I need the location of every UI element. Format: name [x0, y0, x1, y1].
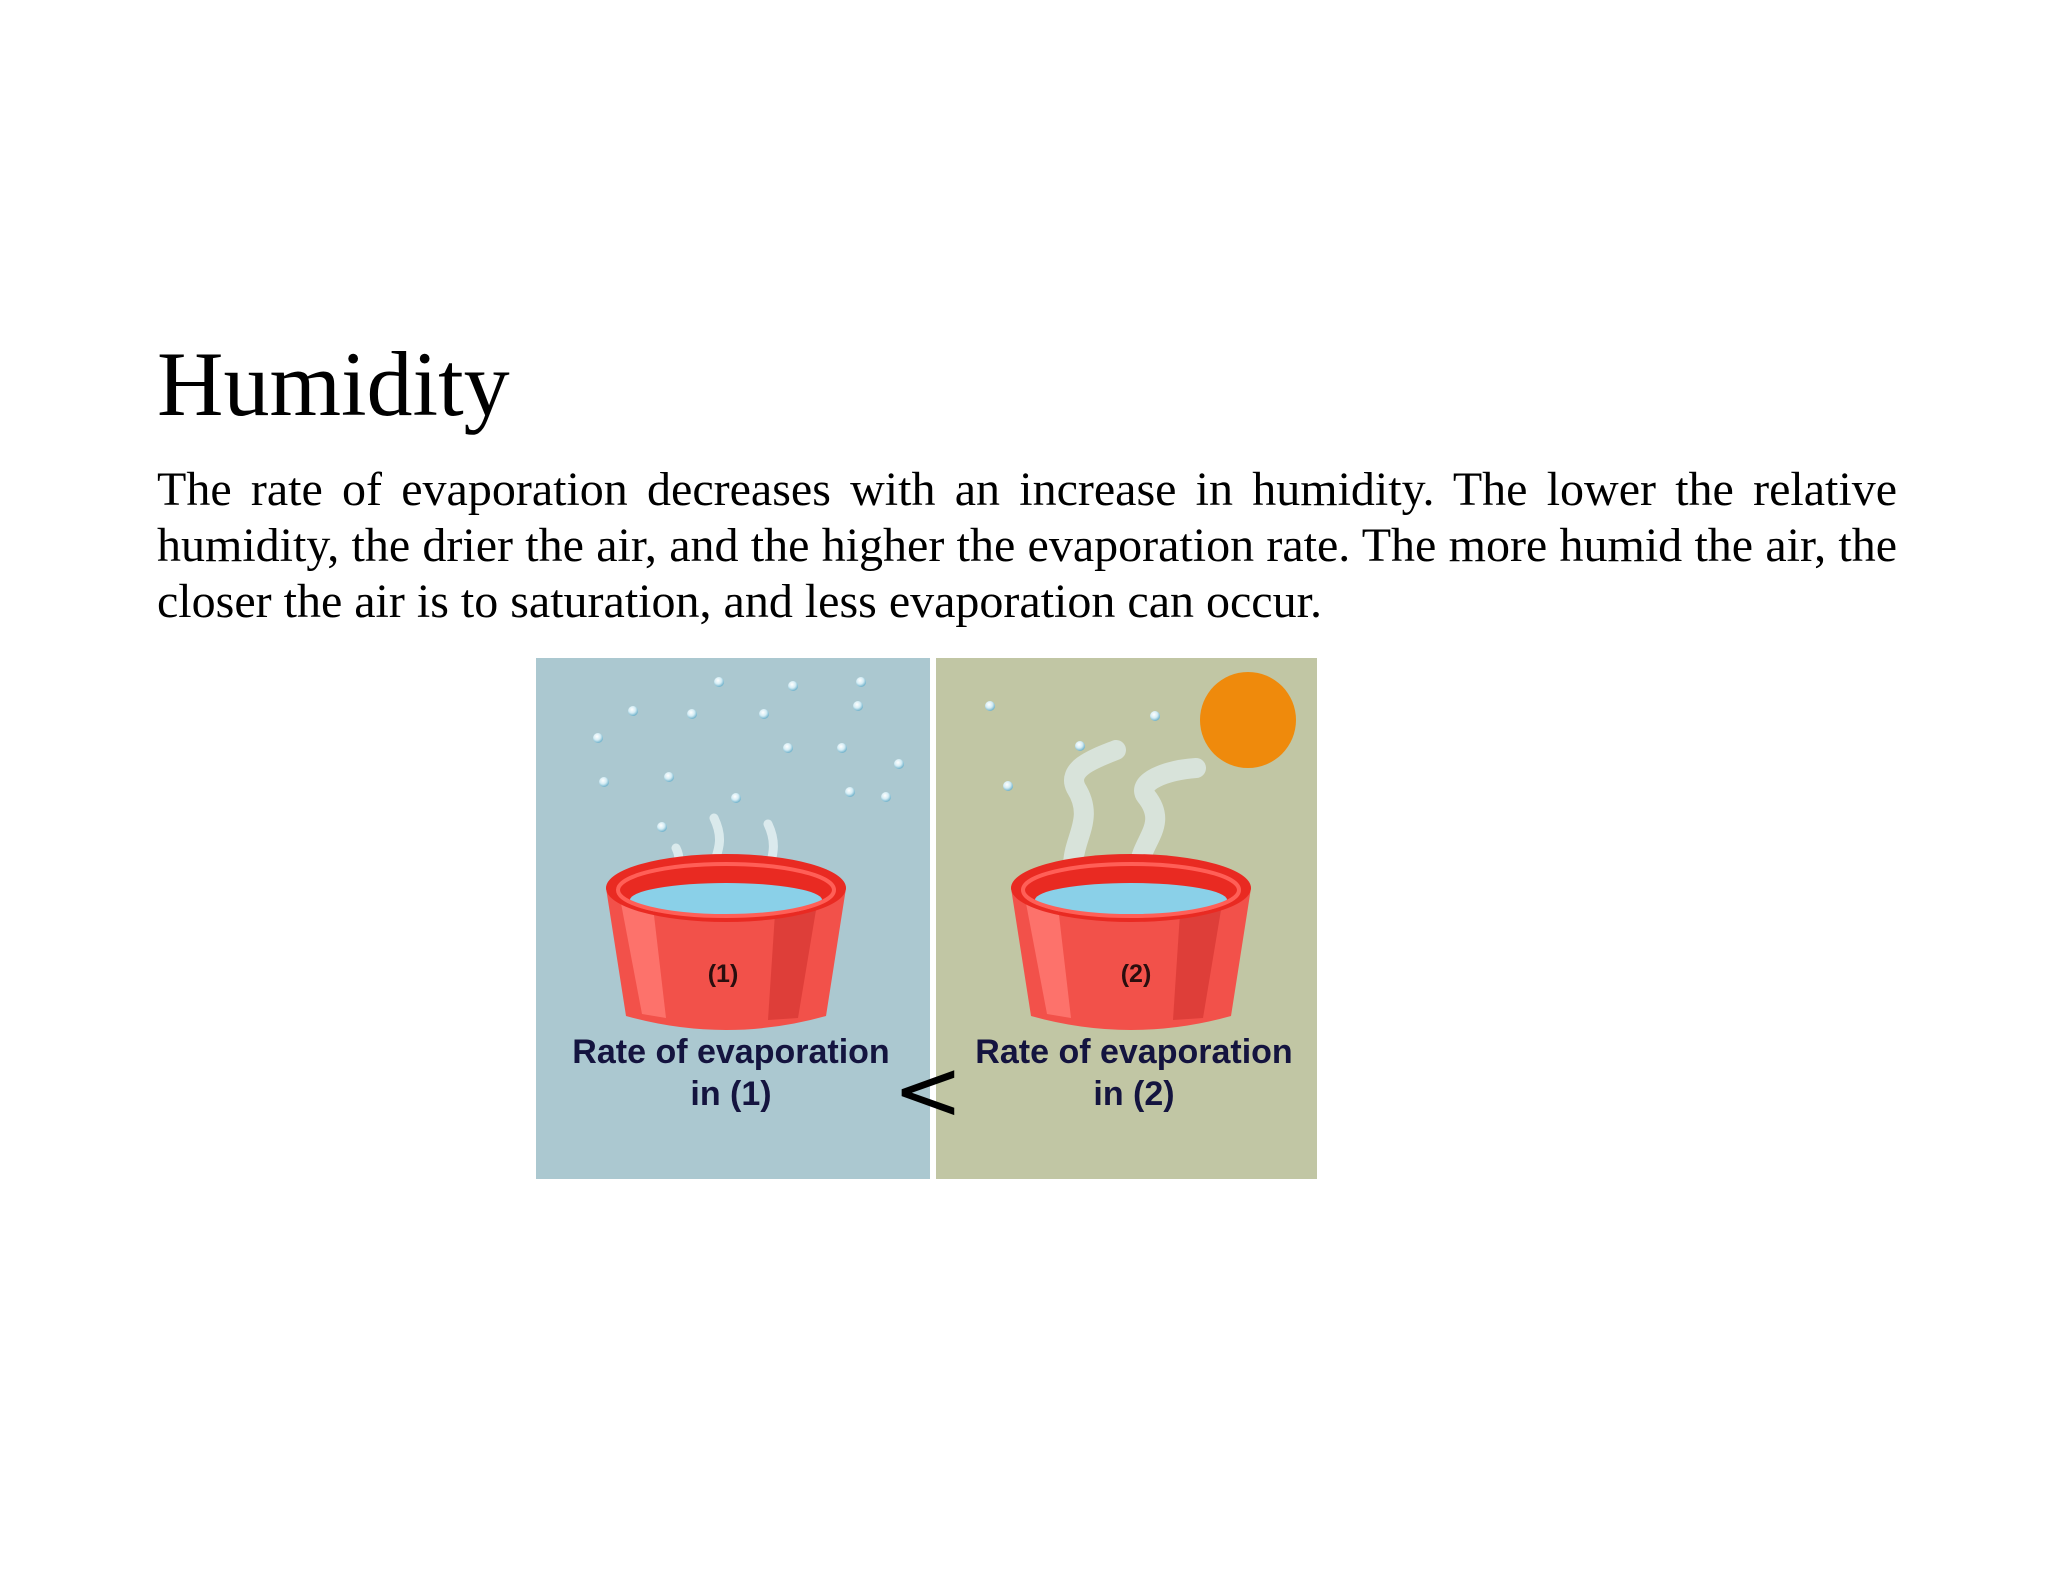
evaporation-label-2-line2: in (2)	[1093, 1075, 1175, 1113]
pot-icon-dry	[1011, 854, 1251, 1030]
evaporation-label-1-line2: in (1)	[690, 1075, 772, 1113]
pot-label-2: (2)	[1120, 960, 1152, 988]
sun-icon	[1200, 672, 1296, 768]
slide-title: Humidity	[157, 333, 510, 435]
less-than-symbol: <	[892, 1041, 964, 1139]
slide-body-text: The rate of evaporation decreases with an increase in humidity. The lower the relative humidity, the drier the air, and the higher the evaporation rate. The more humid the air, the closer the air is to saturation, and less evaporation can occur.	[157, 463, 1897, 628]
evaporation-label-2	[934, 1031, 1334, 1115]
evaporation-figure	[536, 658, 1317, 1179]
pot-label-1: (1)	[707, 960, 739, 988]
pot-icon-humid	[606, 854, 846, 1030]
evaporation-label-2-line1: Rate of evaporation	[975, 1033, 1293, 1071]
evaporation-label-1-line1: Rate of evaporation	[572, 1033, 890, 1071]
evaporation-label-1	[531, 1031, 931, 1115]
